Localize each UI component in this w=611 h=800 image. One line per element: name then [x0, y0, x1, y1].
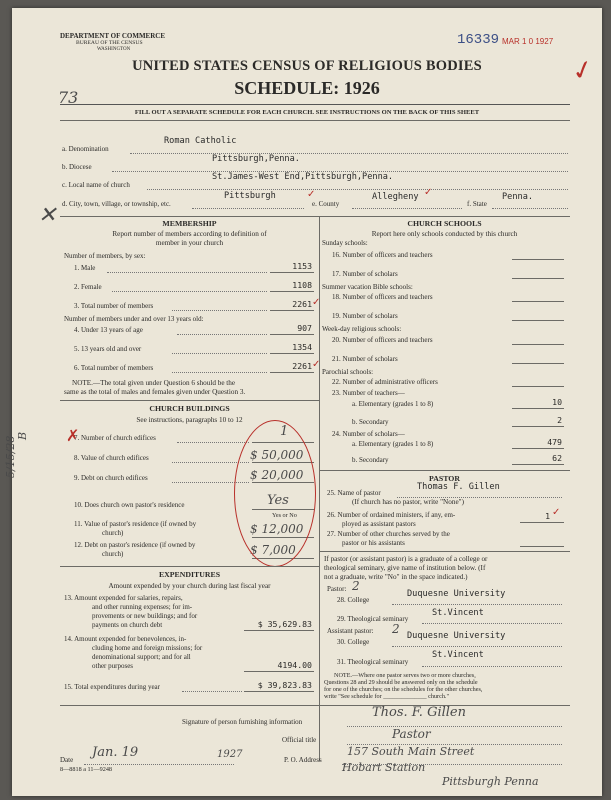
q5-leader — [172, 353, 267, 354]
pastor-note-1: NOTE.—Where one pastor serves two or more churches, — [334, 672, 476, 679]
q10-hint: Yes or No — [272, 512, 297, 519]
address-value-2: Hobart Station — [342, 761, 426, 774]
q14-label-c: denominational support; and for all — [92, 653, 191, 661]
q17-label: 17. Number of scholars — [332, 270, 398, 278]
membership-note-1: NOTE.—The total given under Question 6 should be the — [72, 379, 236, 387]
summer-label: Summer vacation Bible schools: — [322, 283, 413, 291]
q10-value: Yes — [267, 493, 289, 508]
q24b-label: b. Secondary — [352, 456, 389, 464]
received-date-stamp: MAR 1 0 1927 — [502, 37, 554, 46]
q31-line — [422, 666, 562, 667]
instructions-rule — [60, 120, 570, 121]
q14-label-a: 14. Amount expended for benevolences, in- — [64, 635, 187, 643]
state-line — [492, 208, 568, 209]
q19-label: 19. Number of scholars — [332, 312, 398, 320]
q25-value: Thomas F. Gillen — [417, 482, 500, 492]
form-title: UNITED STATES CENSUS OF RELIGIOUS BODIES — [132, 58, 482, 74]
city-value: Pittsburgh — [224, 191, 276, 201]
main-table-top-rule — [60, 216, 570, 217]
q2-leader — [112, 291, 267, 292]
red-circle-annotation — [234, 420, 316, 567]
buildings-top-rule — [60, 400, 319, 401]
red-margin-x-mark: ✕ — [38, 203, 57, 228]
county-label: e. County — [312, 200, 340, 208]
official-title-label: Official title — [282, 736, 317, 744]
q6-leader — [172, 372, 267, 373]
q23a-label: a. Elementary (grades 1 to 8) — [352, 400, 434, 408]
q4-label: 4. Under 13 years of age — [74, 326, 143, 334]
q17-box — [512, 269, 564, 279]
q5-value: 1354 — [292, 342, 312, 352]
q16-box — [512, 250, 564, 260]
q9-label: 9. Debt on church edifices — [74, 474, 148, 482]
city-check-mark: ✓ — [307, 189, 316, 200]
state-value: Penna. — [502, 192, 534, 202]
q8-label: 8. Value of church edifices — [74, 454, 149, 462]
q1-leader — [107, 272, 267, 273]
pastor-note-4: write "See schedule for ______________ church." — [324, 693, 449, 700]
q13-label-c: provements or new buildings; and for — [92, 612, 198, 620]
county-check-mark: ✓ — [424, 187, 433, 198]
q13-label-b: and other running expenses; for im- — [92, 603, 193, 611]
q12-label-a: 12. Debt on pastor's residence (if owned by — [74, 541, 196, 549]
diocese-value: Pittsburgh,Penna. — [212, 154, 300, 164]
q31-value: St.Vincent — [432, 650, 484, 660]
membership-note-2: same as the total of males and females given under Question 3. — [64, 388, 246, 396]
q27-label-a: 27. Number of other churches served by the — [327, 530, 450, 538]
q14-label-b: cluding home and foreign missions; for — [92, 644, 203, 652]
state-label: f. State — [467, 200, 487, 208]
by-age-label: Number of members under and over 13 years old: — [64, 315, 204, 323]
signature-value: Thos. F. Gillen — [372, 705, 466, 720]
q29-line — [422, 623, 562, 624]
q3-check-mark: ✓ — [312, 297, 321, 308]
q20-label: 20. Number of officers and teachers — [332, 336, 433, 344]
q3-label: 3. Total number of members — [74, 302, 154, 310]
q7-value: 1 — [280, 424, 289, 439]
q25-hint: (If church has no pastor, write "None") — [352, 498, 464, 506]
schools-intro: Report here only schools conducted by this church — [371, 230, 518, 238]
q24-label: 24. Number of scholars— — [332, 430, 405, 438]
q30-value: Duquesne University — [407, 631, 506, 641]
q21-box — [512, 354, 564, 364]
margin-note-date: 5/15/28 — [4, 435, 17, 478]
education-intro-1: If pastor (or assistant pastor) is a graduate of a college or — [324, 555, 488, 563]
date-year: 1927 — [217, 749, 243, 760]
expenditures-intro: Amount expended by your church during last fiscal year — [108, 582, 271, 590]
q26-label-b: ployed as assistant pastors — [342, 520, 416, 528]
education-intro-3: not a graduate, write "No" in the space indicated.) — [324, 573, 468, 581]
denomination-line — [130, 153, 568, 154]
signature-line — [347, 726, 562, 727]
q1-label: 1. Male — [74, 264, 96, 272]
margin-number: 73 — [58, 88, 79, 107]
pastor-red-mark: 2 — [352, 579, 360, 593]
q19-box — [512, 311, 564, 321]
address-value-3: Pittsburgh Penna — [442, 775, 539, 788]
q25-label: 25. Name of pastor — [327, 489, 381, 497]
q15-value: $ 39,823.83 — [257, 680, 312, 690]
margin-note-letter: B — [16, 431, 29, 440]
q23-label: 23. Number of teachers— — [332, 389, 405, 397]
q12-value: $ 7,000 — [250, 543, 296, 557]
diocese-label: b. Diocese — [62, 163, 92, 171]
schedule-title: SCHEDULE: 1926 — [234, 78, 380, 98]
census-schedule-paper — [4, 8, 602, 796]
q11-label-a: 11. Value of pastor's residence (if owned by — [74, 520, 197, 528]
education-top-rule — [319, 551, 570, 552]
q27-label-b: pastor or his assistants — [342, 539, 405, 547]
q28-value: Duquesne University — [407, 589, 506, 599]
q7-margin-mark: ✗ — [66, 428, 80, 445]
q22-label: 22. Number of administrative officers — [332, 378, 438, 386]
q28-line — [392, 604, 562, 605]
q18-label: 18. Number of officers and teachers — [332, 293, 433, 301]
church-name-label: c. Local name of church — [62, 181, 130, 189]
q28-label: 28. College — [337, 596, 370, 604]
q1-value: 1153 — [292, 261, 312, 271]
date-value: Jan. 19 — [92, 745, 139, 760]
q23b-label: b. Secondary — [352, 418, 389, 426]
q29-value: St.Vincent — [432, 608, 484, 618]
address-label: P. O. Address — [284, 756, 322, 764]
expenditures-top-rule — [60, 566, 319, 567]
form-number: 8—8818 a 11—9248 — [60, 766, 113, 773]
bureau-city: WASHINGTON — [97, 47, 131, 52]
q23a-value: 10 — [552, 397, 562, 407]
q8-value: $ 50,000 — [250, 448, 304, 462]
denomination-value: Roman Catholic — [164, 136, 237, 146]
q14-value: 4194.00 — [277, 660, 312, 670]
weekday-label: Week-day religious schools: — [322, 325, 402, 333]
assistant-red-mark: 2 — [392, 622, 400, 636]
q29-label: 29. Theological seminary — [337, 615, 409, 623]
q27-box — [520, 537, 564, 547]
expenditures-heading: EXPENDITURES — [158, 570, 221, 579]
pastor-heading: PASTOR — [429, 474, 460, 483]
q26-value: 1 — [545, 511, 550, 521]
official-title-value: Pastor — [392, 727, 431, 741]
membership-heading: MEMBERSHIP — [162, 219, 217, 228]
q6-value: 2261 — [292, 361, 312, 371]
church-name-value: St.James-West End,Pittsburgh,Penna. — [212, 172, 394, 182]
q20-box — [512, 335, 564, 345]
sunday-label: Sunday schools: — [322, 239, 368, 247]
q24a-label: a. Elementary (grades 1 to 8) — [352, 440, 434, 448]
instructions-line: FILL OUT A SEPARATE SCHEDULE FOR EACH CHURCH. SEE INSTRUCTIONS ON THE BACK OF THIS SHEET — [134, 109, 480, 116]
church-name-line — [147, 189, 568, 190]
q2-label: 2. Female — [74, 283, 102, 291]
q26-label-a: 26. Number of ordained ministers, if any, em- — [327, 511, 456, 519]
q13-label-d: payments on church debt — [92, 621, 163, 629]
q15-label: 15. Total expenditures during year — [64, 683, 160, 691]
q31-label: 31. Theological seminary — [337, 658, 409, 666]
q11-value: $ 12,000 — [250, 522, 304, 536]
q3-leader — [172, 310, 267, 311]
q6-check-mark: ✓ — [312, 359, 321, 370]
q4-value: 907 — [297, 323, 312, 333]
signature-label: Signature of person furnishing information — [182, 718, 303, 726]
q26-check-mark: ✓ — [552, 507, 561, 518]
county-value: Allegheny — [372, 192, 419, 202]
q10-label: 10. Does church own pastor's residence — [74, 501, 185, 509]
city-label: d. City, town, village, or township, etc. — [62, 200, 171, 208]
pastor-top-rule — [319, 470, 570, 471]
q9-value: $ 20,000 — [250, 468, 304, 482]
q12-label-b: church) — [102, 550, 124, 558]
department-name: DEPARTMENT OF COMMERCE — [60, 32, 166, 40]
q15-leader — [182, 691, 242, 692]
q13-value: $ 35,629.83 — [257, 619, 312, 629]
pastor-note-3: for one of the churches; on the schedules for the other churches, — [324, 686, 483, 693]
city-line — [192, 208, 304, 209]
q16-label: 16. Number of officers and teachers — [332, 251, 433, 259]
q3-value: 2261 — [292, 299, 312, 309]
date-label: Date — [60, 756, 74, 764]
q30-label: 30. College — [337, 638, 370, 646]
q5-label: 5. 13 years old and over — [74, 345, 142, 353]
schedule-number-stamp: 16339 — [457, 32, 500, 48]
buildings-heading: CHURCH BUILDINGS — [149, 404, 230, 413]
q24b-value: 62 — [552, 453, 562, 463]
bureau-name: BUREAU OF THE CENSUS — [76, 40, 143, 46]
main-table-bottom-rule — [60, 705, 570, 706]
q11-label-b: church) — [102, 529, 124, 537]
pastor-note-2: Questions 28 and 29 should be answered only on the schedule — [324, 679, 478, 686]
schools-heading: CHURCH SCHOOLS — [407, 219, 482, 228]
q23b-value: 2 — [557, 415, 562, 425]
header-rule — [60, 104, 570, 105]
q7-leader — [177, 442, 249, 443]
parochial-label: Parochial schools: — [322, 368, 374, 376]
membership-intro-2: member in your church — [155, 239, 224, 247]
membership-intro-1: Report number of members according to definition of — [112, 230, 267, 238]
q4-leader — [177, 334, 267, 335]
q18-box — [512, 292, 564, 302]
q22-box — [512, 377, 564, 387]
q30-line — [392, 646, 562, 647]
q24a-value: 479 — [547, 437, 562, 447]
q2-value: 1108 — [292, 280, 312, 290]
q14-label-d: other purposes — [92, 662, 134, 670]
pastor-edu-label: Pastor: — [327, 585, 347, 593]
q21-label: 21. Number of scholars — [332, 355, 398, 363]
q7-label: 7. Number of church edifices — [74, 434, 156, 442]
county-line — [352, 208, 462, 209]
address-value-1: 157 South Main Street — [347, 745, 475, 758]
red-check-mark: ✓ — [568, 53, 598, 88]
date-line — [84, 764, 234, 765]
q13-label-a: 13. Amount expended for salaries, repairs, — [64, 594, 183, 602]
denomination-label: a. Denomination — [62, 145, 109, 153]
education-intro-2: theological seminary, give name of institution below. (If — [324, 564, 486, 572]
buildings-intro: See instructions, paragraphs 10 to 12 — [136, 416, 243, 424]
by-sex-label: Number of members, by sex: — [64, 252, 146, 260]
q6-label: 6. Total number of members — [74, 364, 154, 372]
assistant-edu-label: Assistant pastor: — [327, 627, 374, 635]
